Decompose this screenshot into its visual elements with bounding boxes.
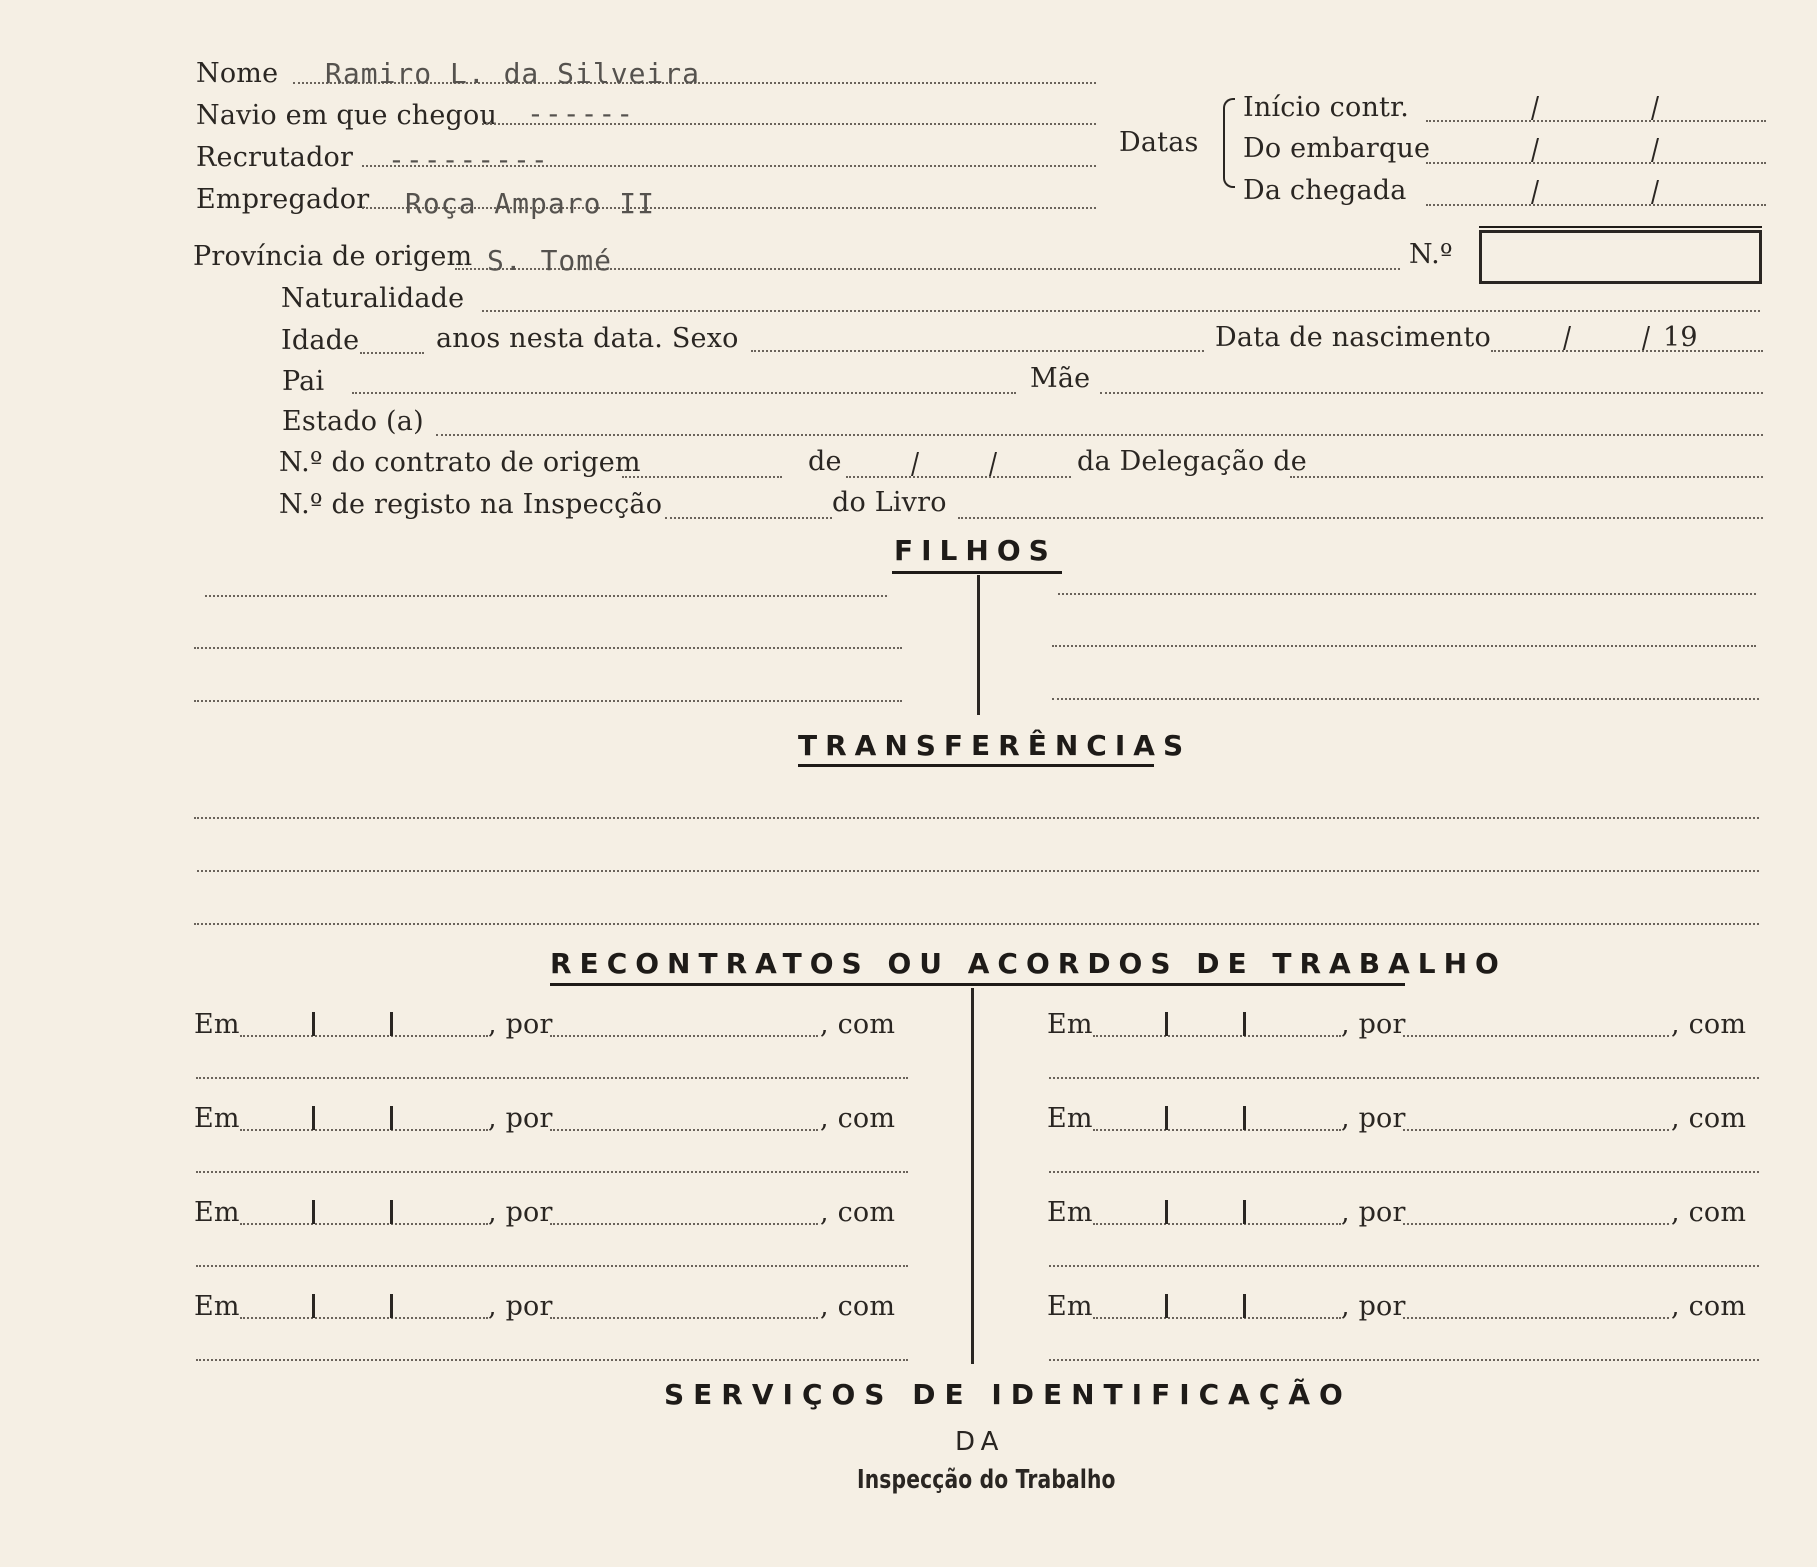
recontrato-right-1-bar-1: [1165, 1012, 1168, 1036]
recontrato-right-4-bar-1: [1165, 1294, 1168, 1318]
contrato-de-label: de: [808, 446, 842, 477]
filhos-divider: [977, 575, 980, 715]
recontrato-left-1-por-line: [550, 1035, 818, 1037]
embarque-date-line: [1426, 162, 1766, 164]
livro-label: do Livro: [832, 487, 947, 518]
recontrato-right-1-por: , por: [1341, 1009, 1406, 1040]
filhos-line-right-3: [1052, 698, 1759, 700]
navio-label: Navio em que chegou: [196, 100, 498, 131]
recontrato-left-3-bar-2: [390, 1200, 393, 1224]
embarque-slash-2: [1651, 138, 1659, 162]
recontrato-left-1-por: , por: [488, 1009, 553, 1040]
recontrato-left-2-em: Em: [194, 1103, 240, 1134]
filhos-heading: FILHOS: [894, 534, 1057, 567]
contrato-label: N.º do contrato de origem: [279, 447, 641, 478]
empregador-value: Roça Amparo II: [405, 187, 656, 220]
recontrato-right-2-por-line: [1403, 1129, 1669, 1131]
year-prefix: 19: [1663, 322, 1698, 353]
inicio-label: Início contr.: [1243, 92, 1410, 123]
recontrato-right-4-bar-2: [1243, 1294, 1246, 1318]
recontrato-right-1-com: , com: [1671, 1009, 1747, 1040]
recontrato-left-2-por-line: [550, 1129, 818, 1131]
recontrato-right-3-date-line: [1093, 1223, 1341, 1225]
embarque-slash-1: [1531, 138, 1539, 162]
numero-label: N.º: [1409, 239, 1453, 270]
recontrato-left-3-por: , por: [488, 1197, 553, 1228]
sexo-line: [751, 350, 1204, 352]
nascimento-slash-1: [1563, 326, 1571, 350]
idade-line: [360, 352, 424, 354]
footer-line3: Inspecção do Trabalho: [857, 1465, 1116, 1495]
transferencias-heading: TRANSFERÊNCIAS: [798, 729, 1192, 762]
chegada-slash-2: [1651, 180, 1659, 204]
recontrato-left-1-date-line: [240, 1035, 488, 1037]
naturalidade-label: Naturalidade: [281, 283, 465, 314]
recontrato-left-4-bar-1: [312, 1294, 315, 1318]
navio-value: ------: [527, 97, 635, 130]
recontrato-right-1-second-line: [1049, 1077, 1759, 1079]
recontrato-right-2-em: Em: [1047, 1103, 1093, 1134]
recontrato-right-4-por-line: [1403, 1317, 1669, 1319]
recontrato-left-1-em: Em: [194, 1009, 240, 1040]
recontrato-left-4-por: , por: [488, 1291, 553, 1322]
numero-box[interactable]: [1479, 230, 1762, 284]
registo-line: [665, 517, 832, 519]
recontrato-left-1-bar-2: [390, 1012, 393, 1036]
recontratos-divider: [971, 988, 974, 1364]
recontratos-heading: RECONTRATOS OU ACORDOS DE TRABALHO: [550, 947, 1507, 980]
filhos-line-left-1: [205, 595, 887, 597]
recontrato-right-2-com: , com: [1671, 1103, 1747, 1134]
recontrato-left-3-date-line: [240, 1223, 488, 1225]
recontrato-right-1-bar-2: [1243, 1012, 1246, 1036]
recontrato-right-1-por-line: [1403, 1035, 1669, 1037]
nascimento-line: [1491, 350, 1763, 352]
recontrato-right-3-bar-1: [1165, 1200, 1168, 1224]
recontrato-left-1-com: , com: [820, 1009, 896, 1040]
recontrato-left-2-bar-2: [390, 1106, 393, 1130]
naturalidade-line: [482, 310, 1760, 312]
recontrato-left-2-second-line: [196, 1171, 908, 1173]
livro-line: [958, 517, 1763, 519]
recontrato-right-4-second-line: [1049, 1359, 1759, 1361]
recontrato-left-4-por-line: [550, 1317, 818, 1319]
nome-value: Ramiro L. da Silveira: [325, 57, 701, 90]
mae-line: [1100, 392, 1763, 394]
inicio-slash-2: [1651, 96, 1659, 120]
filhos-line-left-3: [194, 700, 902, 702]
recontrato-left-2-bar-1: [312, 1106, 315, 1130]
recontrato-right-3-bar-2: [1243, 1200, 1246, 1224]
recontrato-left-4-em: Em: [194, 1291, 240, 1322]
registo-label: N.º de registo na Inspecção: [279, 489, 663, 520]
recontrato-right-4-date-line: [1093, 1317, 1341, 1319]
transferencias-underline: [798, 764, 1154, 767]
nome-label: Nome: [196, 58, 279, 89]
mae-label: Mãe: [1030, 363, 1091, 394]
recontrato-right-3-em: Em: [1047, 1197, 1093, 1228]
footer-line2: DA: [955, 1427, 1005, 1457]
contrato-date-line: [846, 476, 1071, 478]
recontrato-right-2-second-line: [1049, 1171, 1759, 1173]
contrato-slash-1: [911, 452, 919, 476]
recontratos-underline: [550, 983, 1405, 986]
filhos-underline: [892, 571, 1062, 574]
recontrato-right-4-por: , por: [1341, 1291, 1406, 1322]
recontrato-left-1-bar-1: [312, 1012, 315, 1036]
datas-bracket: [1223, 98, 1235, 188]
recontrato-right-3-second-line: [1049, 1265, 1759, 1267]
delegacao-label: da Delegação de: [1077, 446, 1307, 477]
anos-sexo-label: anos nesta data. Sexo: [436, 323, 739, 354]
recontrato-right-2-por: , por: [1341, 1103, 1406, 1134]
provincia-label: Província de origem: [193, 241, 473, 272]
footer-line1: SERVIÇOS DE IDENTIFICAÇÃO: [664, 1378, 1352, 1411]
recontrato-left-2-com: , com: [820, 1103, 896, 1134]
recontrato-right-3-por: , por: [1341, 1197, 1406, 1228]
inicio-slash-1: [1531, 96, 1539, 120]
transferencias-line-1: [194, 817, 1759, 819]
recontrato-left-3-em: Em: [194, 1197, 240, 1228]
pai-line: [352, 392, 1016, 394]
numero-box-topline: [1479, 226, 1762, 228]
filhos-line-left-2: [194, 647, 902, 649]
contrato-slash-2: [989, 452, 997, 476]
recontrato-left-3-por-line: [550, 1223, 818, 1225]
transferencias-line-3: [194, 923, 1759, 925]
chegada-slash-1: [1531, 180, 1539, 204]
recontrato-left-4-second-line: [196, 1359, 908, 1361]
recontrato-right-2-bar-1: [1165, 1106, 1168, 1130]
inicio-date-line: [1426, 120, 1766, 122]
idade-label: Idade: [281, 325, 360, 356]
recontrato-right-1-em: Em: [1047, 1009, 1093, 1040]
recontrato-left-3-com: , com: [820, 1197, 896, 1228]
chegada-label: Da chegada: [1243, 175, 1407, 206]
recontrato-left-3-bar-1: [312, 1200, 315, 1224]
recontrato-right-2-date-line: [1093, 1129, 1341, 1131]
contrato-line: [622, 476, 782, 478]
filhos-line-right-1: [1058, 593, 1756, 595]
estado-line: [436, 434, 1763, 436]
recontrato-left-4-date-line: [240, 1317, 488, 1319]
recontrato-right-4-em: Em: [1047, 1291, 1093, 1322]
nascimento-label: Data de nascimento: [1215, 322, 1491, 353]
recontrato-left-2-por: , por: [488, 1103, 553, 1134]
delegacao-line: [1290, 476, 1763, 478]
recontrato-left-4-com: , com: [820, 1291, 896, 1322]
recontrato-left-1-second-line: [196, 1077, 908, 1079]
recrutador-value: ---------: [388, 143, 549, 176]
recontrato-left-4-bar-2: [390, 1294, 393, 1318]
recontrato-right-3-por-line: [1403, 1223, 1669, 1225]
recontrato-left-3-second-line: [196, 1265, 908, 1267]
empregador-label: Empregador: [196, 184, 370, 215]
datas-label: Datas: [1119, 127, 1199, 158]
embarque-label: Do embarque: [1243, 133, 1431, 164]
recontrato-left-2-date-line: [240, 1129, 488, 1131]
provincia-value: S. Tomé: [487, 244, 613, 277]
recontrato-right-4-com: , com: [1671, 1291, 1747, 1322]
recontrato-right-3-com: , com: [1671, 1197, 1747, 1228]
filhos-line-right-2: [1052, 645, 1756, 647]
transferencias-line-2: [197, 870, 1759, 872]
recontrato-right-2-bar-2: [1243, 1106, 1246, 1130]
recrutador-label: Recrutador: [196, 142, 354, 173]
pai-label: Pai: [282, 366, 325, 397]
chegada-date-line: [1426, 204, 1766, 206]
estado-label: Estado (a): [282, 406, 424, 437]
nascimento-slash-2: [1642, 326, 1650, 350]
recontrato-right-1-date-line: [1093, 1035, 1341, 1037]
